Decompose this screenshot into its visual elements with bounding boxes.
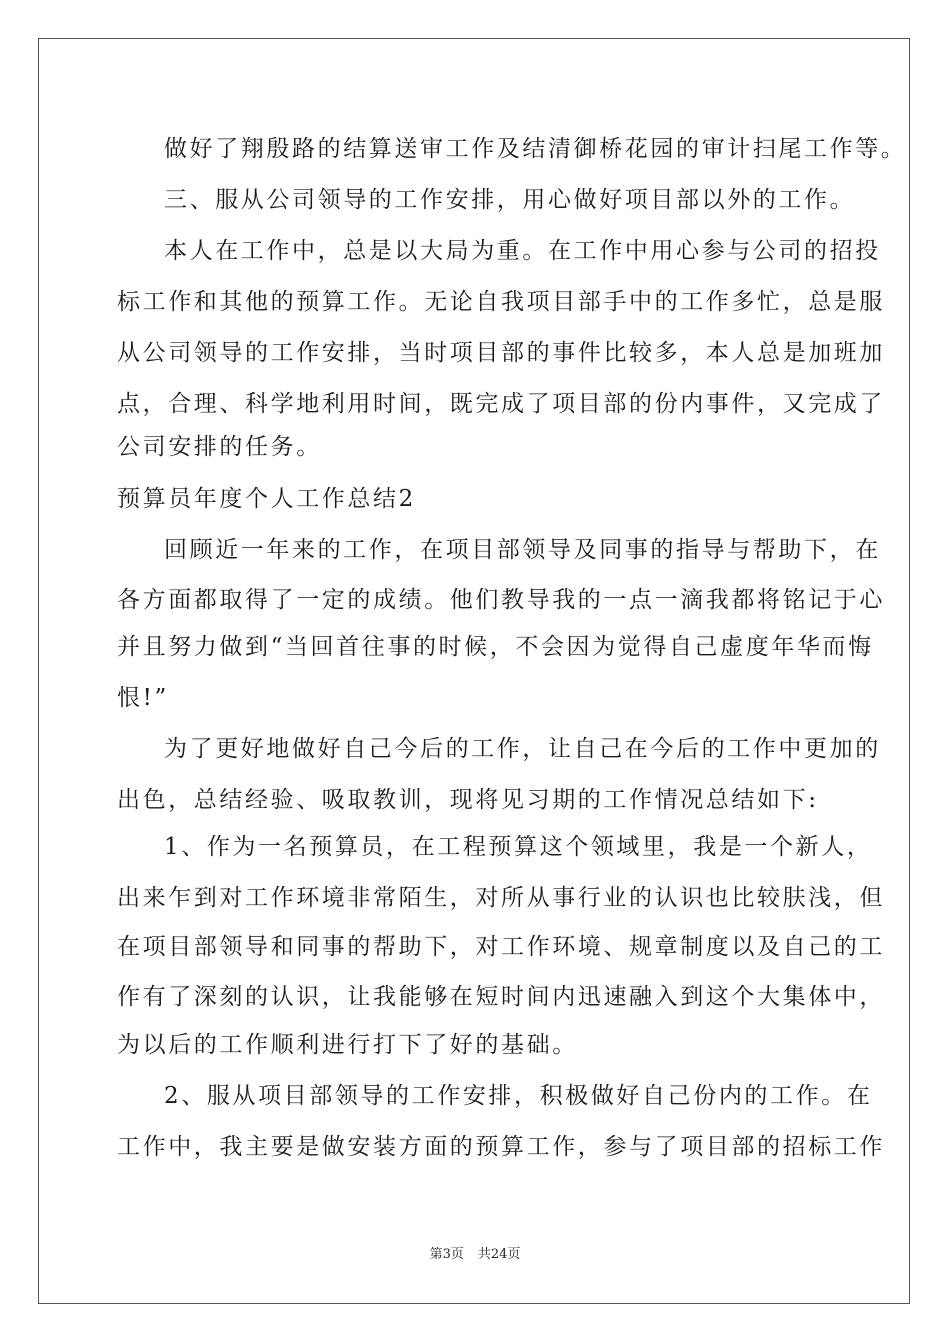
text-line: 并且努力做到“当回首往事的时候，不会因为觉得自己虚度年华而悔 [117,634,874,660]
text-line: 为了更好地做好自己今后的工作，让自己在今后的工作中更加的 [164,736,881,762]
text-line: 作有了深刻的认识，让我能够在短时间内迅速融入到这个大集体中， [117,984,885,1010]
text-line: 公司安排的任务。 [117,434,322,460]
text-line: 出色，总结经验、吸取教训，现将见习期的工作情况总结如下: [117,787,819,813]
text-line: 三、服从公司领导的工作安排，用心做好项目部以外的工作。 [164,187,856,213]
text-line: 2、服从项目部领导的工作安排，积极做好自己份内的工作。在 [164,1083,873,1109]
text-line: 出来乍到对工作环境非常陌生，对所从事行业的认识也比较肤浅，但 [117,885,885,911]
page-number: 第3页 [429,1247,464,1262]
page-footer [0,1246,950,1264]
text-line: 标工作和其他的预算工作。无论自我项目部手中的工作多忙，总是服 [117,289,885,315]
text-line: 为以后的工作顺利进行打下了好的基础。 [117,1032,578,1058]
text-line: 在项目部领导和同事的帮助下，对工作环境、规章制度以及自己的工 [117,934,885,960]
page-total: 共24页 [477,1247,521,1262]
text-line: 各方面都取得了一定的成绩。他们教导我的一点一滴我都将铭记于心 [117,587,885,613]
page-border [38,38,910,1304]
text-line: 回顾近一年来的工作，在项目部领导及同事的指导与帮助下，在 [164,537,881,563]
text-line: 恨!” [117,685,169,711]
text-line: 从公司领导的工作安排，当时项目部的事件比较多，本人总是加班加 [117,340,885,366]
text-line: 1、作为一名预算员，在工程预算这个领域里，我是一个新人， [164,834,873,860]
text-line: 工作中，我主要是做安装方面的预算工作，参与了项目部的招标工作 [117,1134,885,1160]
section-heading: 预算员年度个人工作总结2 [117,486,416,512]
text-line: 做好了翔殷路的结算送审工作及结清御桥花园的审计扫尾工作等。 [164,136,907,162]
text-line: 本人在工作中，总是以大局为重。在工作中用心参与公司的招投 [164,238,881,264]
text-line: 点，合理、科学地利用时间，既完成了项目部的份内事件，又完成了 [117,391,885,417]
